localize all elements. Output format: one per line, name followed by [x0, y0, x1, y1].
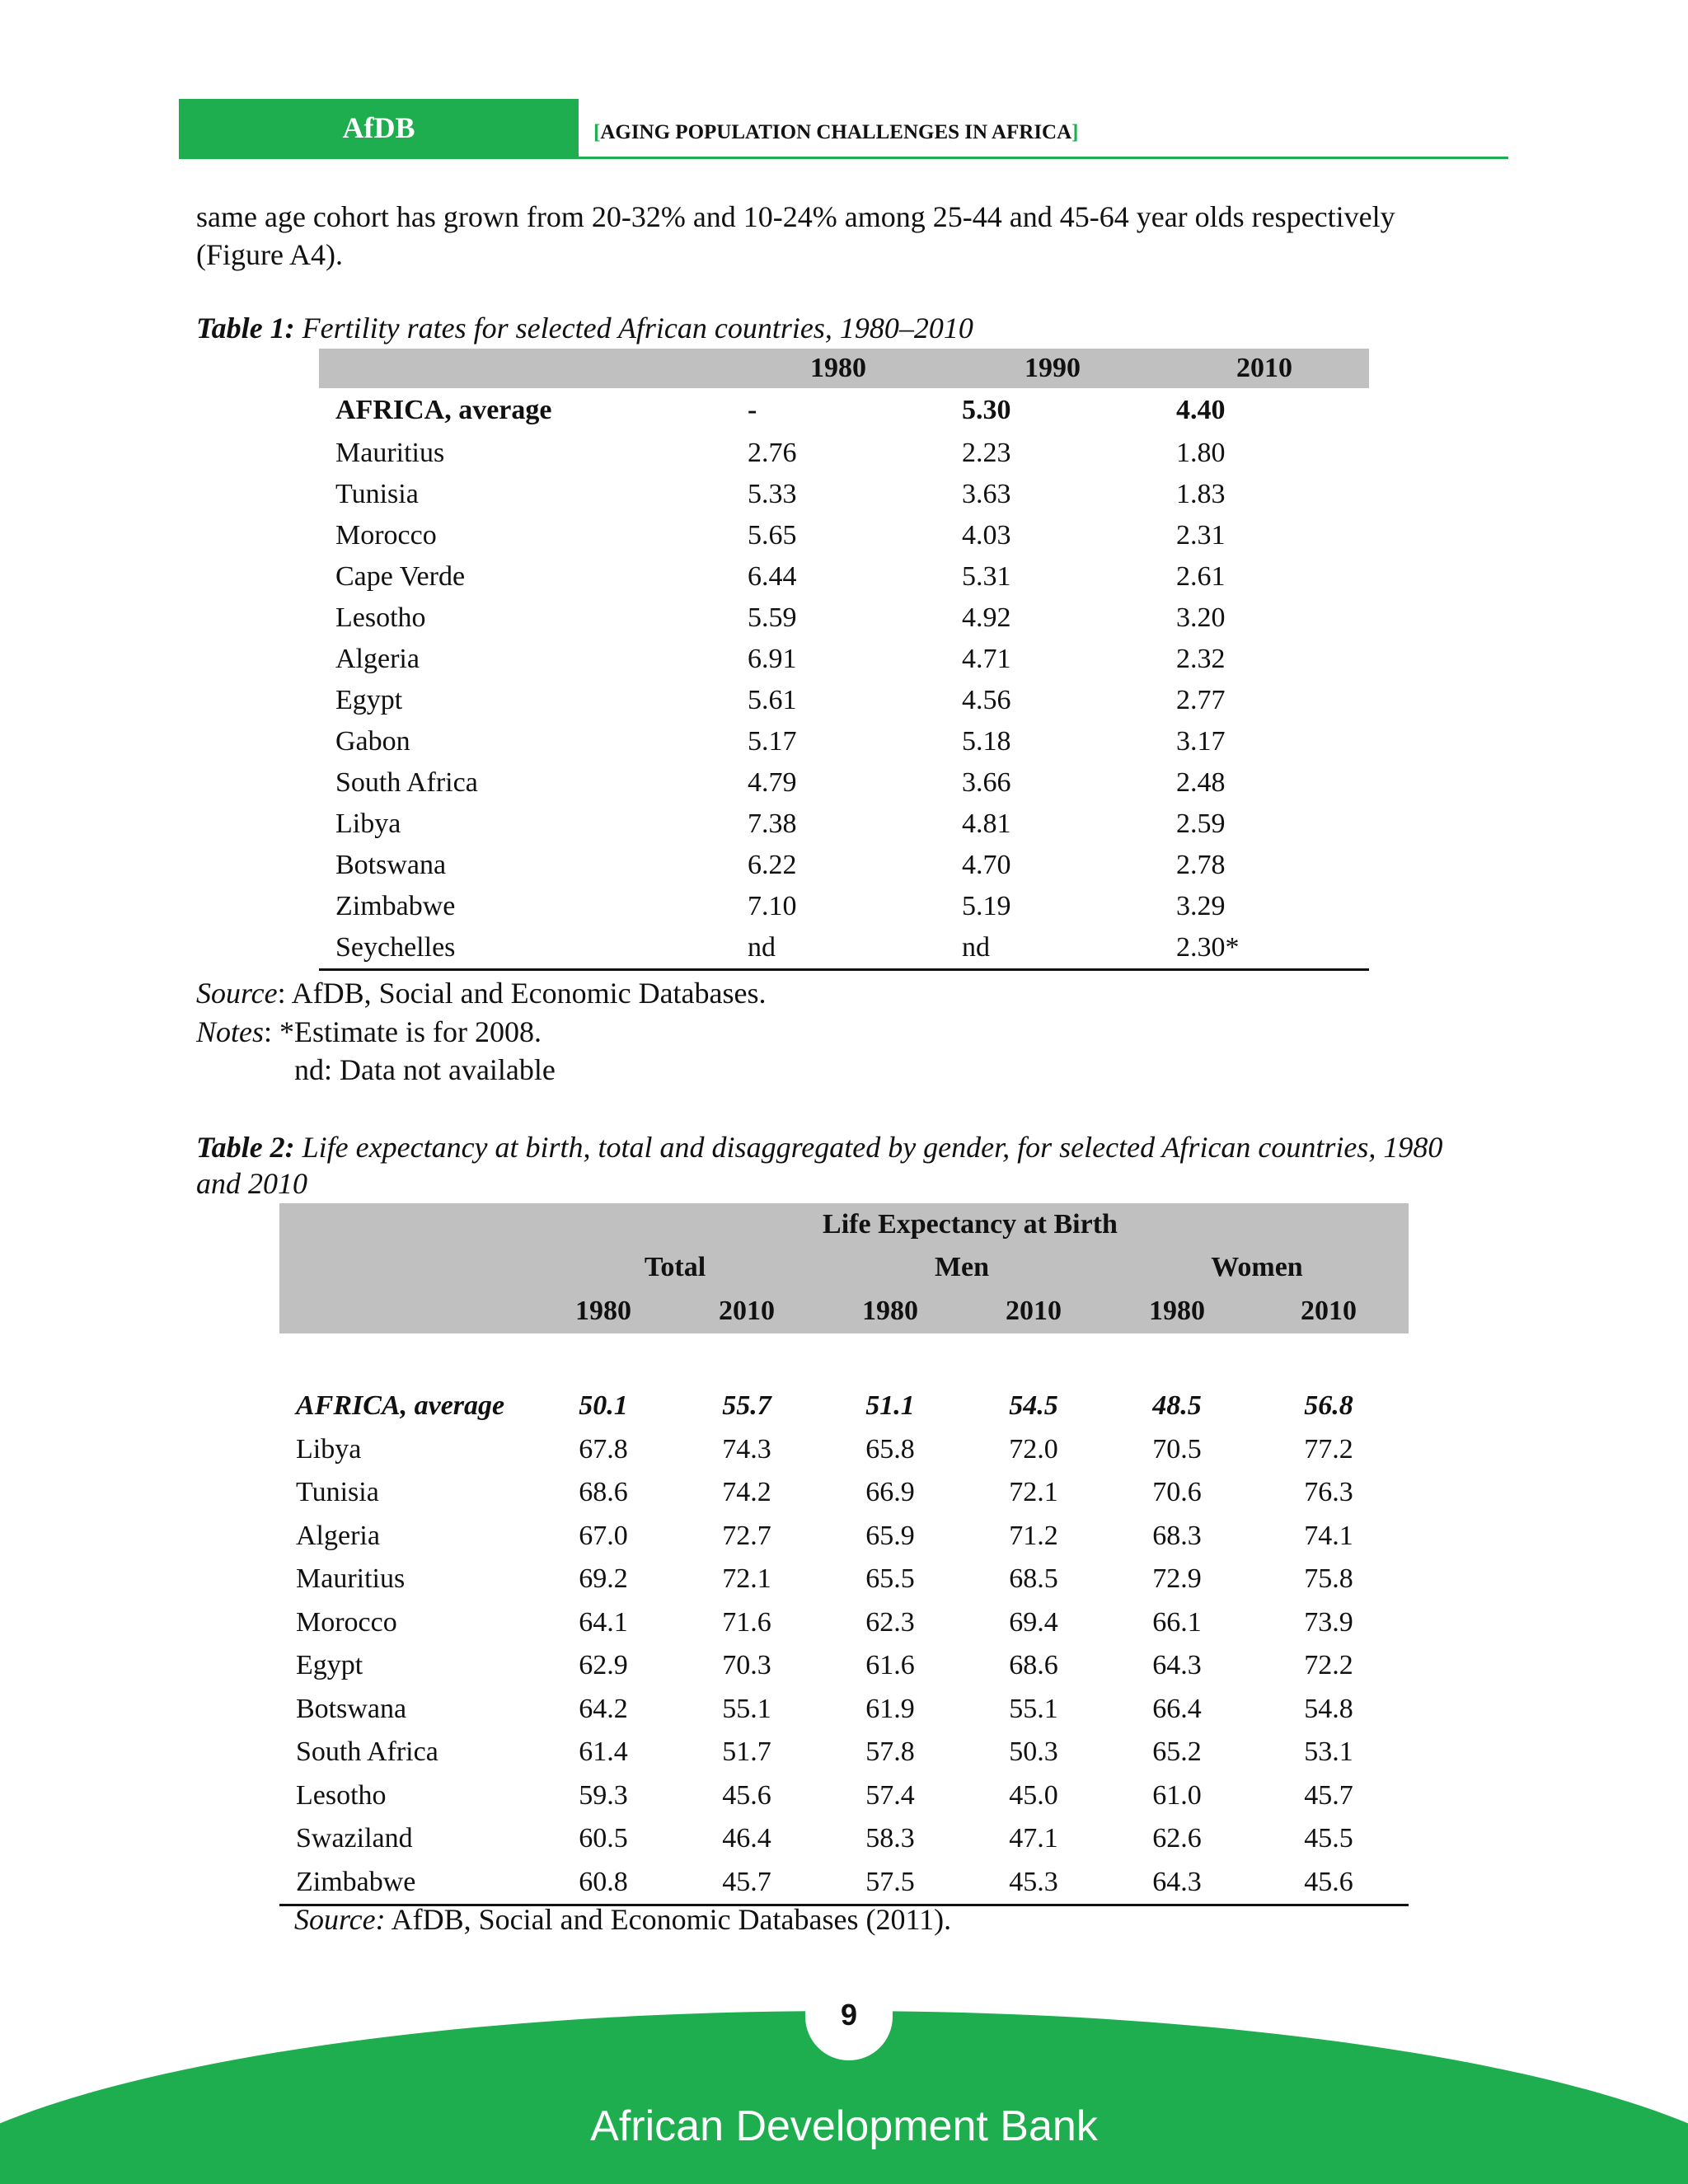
value-cell: 3.66	[962, 767, 1011, 798]
value-cell: 7.38	[748, 808, 797, 839]
table-row	[279, 1428, 1409, 1472]
value-cell: 3.20	[1176, 602, 1226, 633]
country-cell: Botswana	[335, 850, 447, 880]
table-row	[279, 1385, 1409, 1428]
value-cell: 56.8	[1304, 1390, 1353, 1422]
table-row	[279, 1731, 1409, 1774]
value-cell: 57.8	[865, 1736, 915, 1768]
value-cell: 1.83	[1176, 479, 1226, 509]
value-cell: 6.44	[748, 561, 797, 592]
value-cell: 2.30*	[1160, 927, 1369, 970]
value-cell: 76.3	[1304, 1477, 1353, 1508]
value-cell: 2.78	[1176, 850, 1226, 880]
country-cell: Mauritius	[335, 438, 445, 468]
value-cell: 5.65	[748, 520, 797, 551]
value-cell: 54.5	[1009, 1390, 1058, 1422]
value-cell: 2.77	[1176, 685, 1226, 715]
value-cell: 75.8	[1304, 1563, 1353, 1595]
table-row	[319, 886, 1369, 927]
page-number: 9	[805, 1986, 893, 2060]
value-cell: 74.1	[1304, 1520, 1353, 1551]
table-row	[319, 388, 1369, 433]
header-blank	[279, 1203, 532, 1246]
notes-label: Notes	[196, 1015, 265, 1048]
value-cell: 55.7	[722, 1390, 771, 1422]
table-row	[319, 927, 1369, 970]
country-cell: Egypt	[335, 685, 403, 715]
value-cell: 66.1	[1152, 1606, 1202, 1638]
group-header-men: Men	[818, 1246, 1105, 1289]
value-cell: 60.5	[579, 1823, 628, 1854]
value-cell: 3.29	[1176, 891, 1226, 921]
table1-label: Table 1:	[196, 312, 295, 344]
value-cell: 4.71	[962, 644, 1011, 674]
value-cell: 50.1	[579, 1390, 628, 1422]
table1-source	[196, 974, 767, 1013]
value-cell: 58.3	[865, 1823, 915, 1854]
table-row	[319, 639, 1369, 680]
value-cell: 2.31	[1176, 520, 1226, 551]
value-cell: 5.31	[962, 561, 1011, 592]
fertility-table	[319, 349, 1369, 971]
value-cell: 4.56	[962, 685, 1011, 715]
table-row	[279, 1688, 1409, 1732]
value-cell: 51.1	[865, 1390, 915, 1422]
value-cell: 68.3	[1152, 1520, 1202, 1551]
col-header-1990: 1990	[945, 349, 1160, 388]
value-cell: 45.5	[1304, 1823, 1353, 1854]
value-cell: 57.4	[865, 1779, 915, 1811]
value-cell: 68.5	[1009, 1563, 1058, 1595]
country-cell: Swaziland	[296, 1823, 413, 1854]
value-cell: 5.17	[748, 726, 797, 757]
life-expectancy-table	[279, 1203, 1409, 1906]
country-cell: Libya	[296, 1433, 362, 1465]
table-row	[319, 474, 1369, 515]
value-cell: 61.6	[865, 1650, 915, 1681]
table-row	[319, 721, 1369, 762]
value-cell: 45.6	[1249, 1861, 1409, 1905]
country-cell: Lesotho	[335, 602, 426, 633]
value-cell: 6.22	[748, 850, 797, 880]
footer-org-name: African Development Bank	[590, 2102, 1098, 2150]
value-cell: 69.2	[579, 1563, 628, 1595]
col-header-2010: 2010	[1160, 349, 1369, 388]
value-cell: 62.3	[865, 1606, 915, 1638]
group-header-women: Women	[1105, 1246, 1409, 1289]
value-cell: 73.9	[1304, 1606, 1353, 1638]
value-cell: 2.61	[1176, 561, 1226, 592]
value-cell: 5.19	[962, 891, 1011, 921]
value-cell: 74.2	[722, 1477, 771, 1508]
country-cell: Egypt	[296, 1650, 363, 1681]
table1-caption-text: Fertility rates for selected African countries, 1980–2010	[302, 312, 973, 344]
value-cell: 45.7	[1304, 1779, 1353, 1811]
value-cell: 71.6	[722, 1606, 771, 1638]
value-cell: 5.61	[748, 685, 797, 715]
value-cell: 74.3	[722, 1433, 771, 1465]
value-cell: 3.17	[1176, 726, 1226, 757]
value-cell: 62.6	[1152, 1823, 1202, 1854]
year-header: 1980	[532, 1289, 675, 1333]
value-cell: 72.9	[1152, 1563, 1202, 1595]
value-cell: 45.6	[722, 1779, 771, 1811]
country-cell: Botswana	[296, 1693, 407, 1724]
table-row	[319, 804, 1369, 845]
intro-paragraph: same age cohort has grown from 20-32% and 10-24% among 25-44 and 45-64 year olds respectively (Figure A4).	[196, 200, 1395, 271]
value-cell: 5.30	[962, 395, 1011, 425]
table2-source	[294, 1900, 951, 1939]
country-cell: Algeria	[335, 644, 420, 674]
group-header-total: Total	[532, 1246, 818, 1289]
table1-notes-line-2: nd: Data not available	[294, 1053, 556, 1086]
table-row	[319, 598, 1369, 639]
table2-caption-text: Life expectancy at birth, total and disaggregated by gender, for selected African countries, 1980 and 2010	[196, 1131, 1443, 1200]
table1-caption	[196, 310, 973, 346]
value-cell: 70.3	[722, 1650, 771, 1681]
source-label: Source:	[294, 1903, 386, 1936]
value-cell: 45.0	[1009, 1779, 1058, 1811]
value-cell: 2.23	[962, 438, 1011, 468]
value-cell: 65.8	[865, 1433, 915, 1465]
table-row	[319, 556, 1369, 598]
value-cell: 66.4	[1152, 1693, 1202, 1724]
header-blank	[279, 1289, 532, 1333]
table-row	[279, 1774, 1409, 1818]
table1-notes	[196, 1013, 542, 1052]
value-cell: 48.5	[1152, 1390, 1202, 1422]
value-cell: 2.76	[748, 438, 797, 468]
value-cell: 65.9	[865, 1520, 915, 1551]
value-cell: 64.2	[579, 1693, 628, 1724]
country-cell: South Africa	[296, 1736, 438, 1768]
country-cell: Gabon	[335, 726, 410, 757]
table-row	[279, 1817, 1409, 1861]
country-cell: Zimbabwe	[335, 891, 456, 921]
country-cell: Cape Verde	[335, 561, 466, 592]
country-cell: Zimbabwe	[279, 1861, 532, 1905]
value-cell: 5.59	[748, 602, 797, 633]
year-header: 2010	[962, 1289, 1105, 1333]
value-cell: 2.48	[1176, 767, 1226, 798]
value-cell: 55.1	[1009, 1693, 1058, 1724]
country-cell: South Africa	[335, 767, 478, 798]
source-text: AfDB, Social and Economic Databases (2011).	[385, 1903, 952, 1936]
value-cell: 64.1	[579, 1606, 628, 1638]
value-cell: 45.3	[962, 1861, 1105, 1905]
value-cell: 5.18	[962, 726, 1011, 757]
country-cell: AFRICA, average	[335, 395, 552, 425]
value-cell: 61.9	[865, 1693, 915, 1724]
value-cell: 69.4	[1009, 1606, 1058, 1638]
country-cell: Lesotho	[296, 1779, 387, 1811]
value-cell: 68.6	[1009, 1650, 1058, 1681]
table-row	[319, 762, 1369, 804]
value-cell: 60.8	[532, 1861, 675, 1905]
life-expectancy-table-body	[279, 1333, 1409, 1905]
value-cell: 53.1	[1304, 1736, 1353, 1768]
table-row	[279, 1515, 1409, 1558]
country-cell: AFRICA, average	[296, 1390, 505, 1422]
table-row	[279, 1601, 1409, 1645]
country-cell: Morocco	[296, 1606, 397, 1638]
country-cell: Morocco	[335, 520, 437, 551]
value-cell: -	[748, 395, 757, 425]
header-doc-title	[593, 121, 1078, 144]
value-cell: 51.7	[722, 1736, 771, 1768]
value-cell: nd	[945, 927, 1160, 970]
value-cell: 2.59	[1176, 808, 1226, 839]
value-cell: 72.1	[1009, 1477, 1058, 1508]
table-row	[319, 515, 1369, 556]
value-cell: 6.91	[748, 644, 797, 674]
value-cell: 70.5	[1152, 1433, 1202, 1465]
value-cell: 77.2	[1304, 1433, 1353, 1465]
value-cell: 61.4	[579, 1736, 628, 1768]
table-row	[319, 845, 1369, 886]
value-cell: 50.3	[1009, 1736, 1058, 1768]
value-cell: 72.1	[722, 1563, 771, 1595]
year-header: 2010	[1249, 1289, 1409, 1333]
value-cell: 7.10	[748, 891, 797, 921]
header-divider	[179, 157, 1508, 159]
col-header-country	[319, 349, 731, 388]
value-cell: 62.9	[579, 1650, 628, 1681]
spacer-row	[279, 1333, 1409, 1385]
value-cell: 64.3	[1152, 1650, 1202, 1681]
value-cell: 59.3	[579, 1779, 628, 1811]
value-cell: 72.2	[1304, 1650, 1353, 1681]
fertility-table-header	[319, 349, 1369, 388]
value-cell: 57.5	[818, 1861, 962, 1905]
table-row	[279, 1558, 1409, 1601]
table-row	[319, 433, 1369, 474]
spacer-cell	[279, 1333, 1409, 1385]
country-cell: Libya	[335, 808, 401, 839]
value-cell: 71.2	[1009, 1520, 1058, 1551]
value-cell: 4.03	[962, 520, 1011, 551]
bracket-close: ]	[1071, 121, 1079, 143]
value-cell: 72.0	[1009, 1433, 1058, 1465]
table2-caption	[196, 1129, 1482, 1202]
country-cell: Algeria	[296, 1520, 380, 1551]
header-life-expectancy: Life Expectancy at Birth	[532, 1203, 1409, 1246]
source-label: Source	[196, 977, 278, 1010]
country-cell: Tunisia	[296, 1477, 379, 1508]
value-cell: 66.9	[865, 1477, 915, 1508]
value-cell: 4.79	[748, 767, 797, 798]
value-cell: 65.2	[1152, 1736, 1202, 1768]
value-cell: 67.0	[579, 1520, 628, 1551]
col-header-1980: 1980	[731, 349, 945, 388]
year-header: 1980	[818, 1289, 962, 1333]
header-brand: AfDB	[179, 99, 579, 157]
value-cell: 4.81	[962, 808, 1011, 839]
value-cell: 3.63	[962, 479, 1011, 509]
value-cell: 61.0	[1152, 1779, 1202, 1811]
bracket-open: [	[593, 121, 601, 143]
value-cell: 47.1	[1009, 1823, 1058, 1854]
source-text: : AfDB, Social and Economic Databases.	[277, 977, 767, 1010]
country-cell: Mauritius	[296, 1563, 406, 1595]
value-cell: 2.32	[1176, 644, 1226, 674]
value-cell: 4.70	[962, 850, 1011, 880]
value-cell: 45.7	[675, 1861, 818, 1905]
country-cell: Seychelles	[319, 927, 731, 970]
value-cell: 4.92	[962, 602, 1011, 633]
value-cell: 67.8	[579, 1433, 628, 1465]
table2-label: Table 2:	[196, 1131, 295, 1164]
table-row	[279, 1861, 1409, 1905]
notes-line-1: : *Estimate is for 2008.	[264, 1015, 542, 1048]
fertility-table-body	[319, 388, 1369, 970]
table-row	[279, 1471, 1409, 1515]
year-header: 1980	[1105, 1289, 1249, 1333]
value-cell: 68.6	[579, 1477, 628, 1508]
value-cell: 65.5	[865, 1563, 915, 1595]
value-cell: 55.1	[722, 1693, 771, 1724]
country-cell: Tunisia	[335, 479, 419, 509]
table-row	[279, 1644, 1409, 1688]
life-expectancy-table-header	[279, 1203, 1409, 1333]
doc-title-text: AGING POPULATION CHALLENGES IN AFRICA	[600, 121, 1072, 143]
value-cell: nd	[731, 927, 945, 970]
header-blank	[279, 1246, 532, 1289]
value-cell: 64.3	[1105, 1861, 1249, 1905]
value-cell: 1.80	[1176, 438, 1226, 468]
value-cell: 54.8	[1304, 1693, 1353, 1724]
value-cell: 4.40	[1176, 395, 1226, 425]
value-cell: 72.7	[722, 1520, 771, 1551]
year-header: 2010	[675, 1289, 818, 1333]
table-row	[319, 680, 1369, 721]
value-cell: 70.6	[1152, 1477, 1202, 1508]
value-cell: 5.33	[748, 479, 797, 509]
value-cell: 46.4	[722, 1823, 771, 1854]
